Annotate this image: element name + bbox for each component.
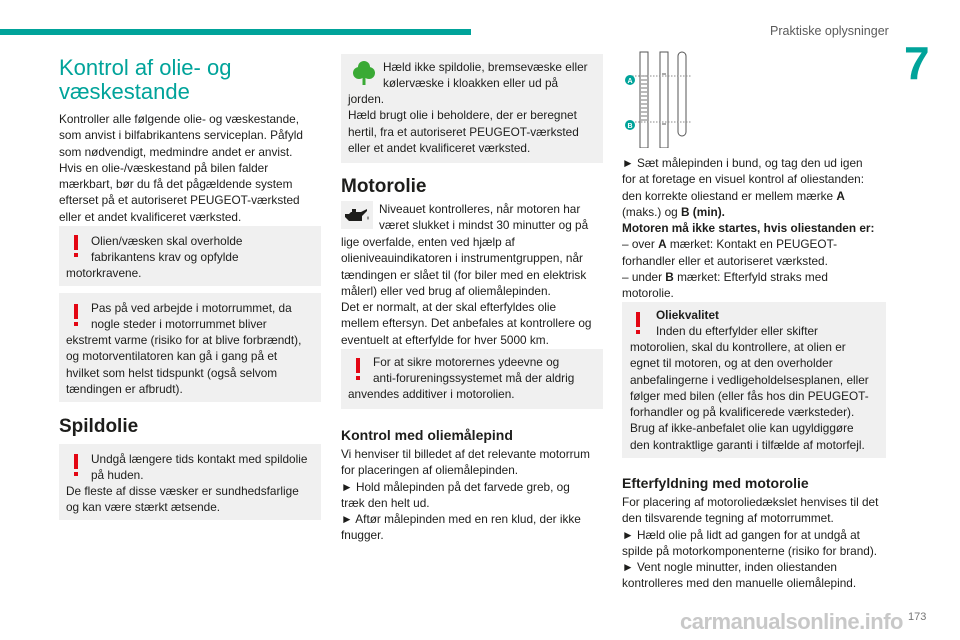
page-number: 173	[908, 611, 927, 623]
svg-text:B: B	[627, 123, 633, 130]
heading-motorolie: Motorolie	[341, 176, 427, 197]
dipstick-illustration	[622, 50, 694, 148]
tree-icon	[353, 60, 375, 86]
svg-text:A: A	[627, 78, 633, 85]
heading-refill: Efterfyldning med motorolie	[622, 475, 809, 491]
oil-quality-title: Oliekvalitet	[656, 308, 719, 322]
oil-can-icon	[341, 201, 373, 229]
title-line-2: væskestande	[59, 79, 190, 104]
intro-paragraph: Kontroller alle følgende olie- og væskestande, som anvist i bilfabrikantens serviceplan. Påfyld som nødvendigt, medmindre andet er anvist. Hvis en olie-/væskestand på bilen falder mærkbart, bør du få det pågældende system efterset på et autoriseret PEUGEOT-værksted eller et andet kvalificeret værksted.	[59, 112, 303, 224]
warning-exclamation-icon	[73, 304, 79, 326]
page-title	[59, 56, 231, 104]
warning-box-waste-oil: Undgå længere tids kontakt med spildolie på huden. De fleste af disse væsker er sundhedsfarlige og kan være stærkt ætsende.	[59, 444, 321, 520]
heading-dipstick: Kontrol med oliemålepind	[341, 427, 513, 443]
warning-box-additives: For at sikre motorernes ydeevne og anti-forureningssystemet må der aldrig anvendes additiver i motorolien.	[341, 349, 603, 409]
chapter-number: 7	[904, 37, 930, 89]
warning-exclamation-icon	[355, 358, 361, 380]
dipstick-text: Vi henviser til billedet af det relevante motorrum for placeringen af oliemålepinden. ► Hold målepinden på det farvede greb, og træk den helt ud. ► Aftør målepinden med en ren klud, der ikke fnugger.	[341, 447, 590, 543]
motorolie-text-intro: Niveauet kontrolleres, når motoren har været slukket i mindst 30 minutter og på	[379, 202, 589, 233]
title-line-1: Kontrol af olie- og	[59, 55, 232, 80]
dipstick-instructions: ► Sæt målepinden i bund, og tag den ud igen for at foretage en visuel kontrol af oliestanden: den korrekte oliestand er mellem mærke A (maks.) og B (min). Motoren må ikke startes, hvis oliestanden er: – over A mærket: Kontakt en PEUGEOT- forhandler eller et autoriseret værksted. – under B mærket: Efterfyld straks med motorolie.	[622, 156, 875, 301]
watermark: carmanualsonline.info	[680, 609, 903, 634]
warning-box-engine-heat: Pas på ved arbejde i motorrummet, da nogle steder i motorrummet bliver ekstremt varme (risiko for at blive forbrændt), og motorventilatoren kan gå i gang på et hvilket som helst tidspunkt (også selvom tændingen er afbrudt).	[59, 293, 321, 402]
warning-exclamation-icon	[73, 235, 79, 257]
header-accent-bar	[0, 29, 471, 35]
motorolie-text: lige overfalde, enten ved hjælp af olieniveauindikatoren i instrumentgruppen, når tændingen er slået til (for biler med en elektrisk målerl) eller ved brug af oliemålepinden. Det er normalt, at der skal efterfyldes olie mellem eftersyn. Det anbefales at kontrollere og eventuelt at efterfylde for hver 5000 km.	[341, 235, 592, 347]
section-title: Praktiske oplysninger	[770, 24, 889, 38]
warning-box-fluid-spec: Olien/væsken skal overholde fabrikantens krav og opfylde motorkravene.	[59, 226, 321, 286]
oil-quality-box: Oliekvalitet Inden du efterfylder eller skifter motorolien, skal du kontrollere, at olien er egnet til motoren, og at den overholder anbefalingerne i vedligeholdelsesplanen, eller følger med bilen (eller fås hos din PEUGEOT- forhandler og på kvalificerede værksteder). Brug af ikke-anbefalet olie kan ugyldiggøre den kontraktlige garanti i tilfælde af motorfejl.	[622, 302, 886, 458]
warning-exclamation-icon	[73, 454, 79, 476]
refill-text: For placering af motoroliedækslet henvises til det den tilsvarende tegning af motorrummet. ► Hæld olie på lidt ad gangen for at undgå at spilde på motorkomponenterne (risiko for brand). ► Vent nogle minutter, inden oliestanden kontrolleres med den manuelle oliemålepind.	[622, 495, 879, 591]
environment-box: Hæld ikke spildolie, bremsevæske eller kølervæske i kloakken eller ud på jorden. Hæld brugt olie i beholdere, der er beregnet hertil, fra et autoriseret PEUGEOT-værksted eller et andet kvalificeret værksted.	[341, 54, 603, 163]
warning-exclamation-icon	[635, 312, 641, 334]
heading-spildolie: Spildolie	[59, 416, 139, 437]
